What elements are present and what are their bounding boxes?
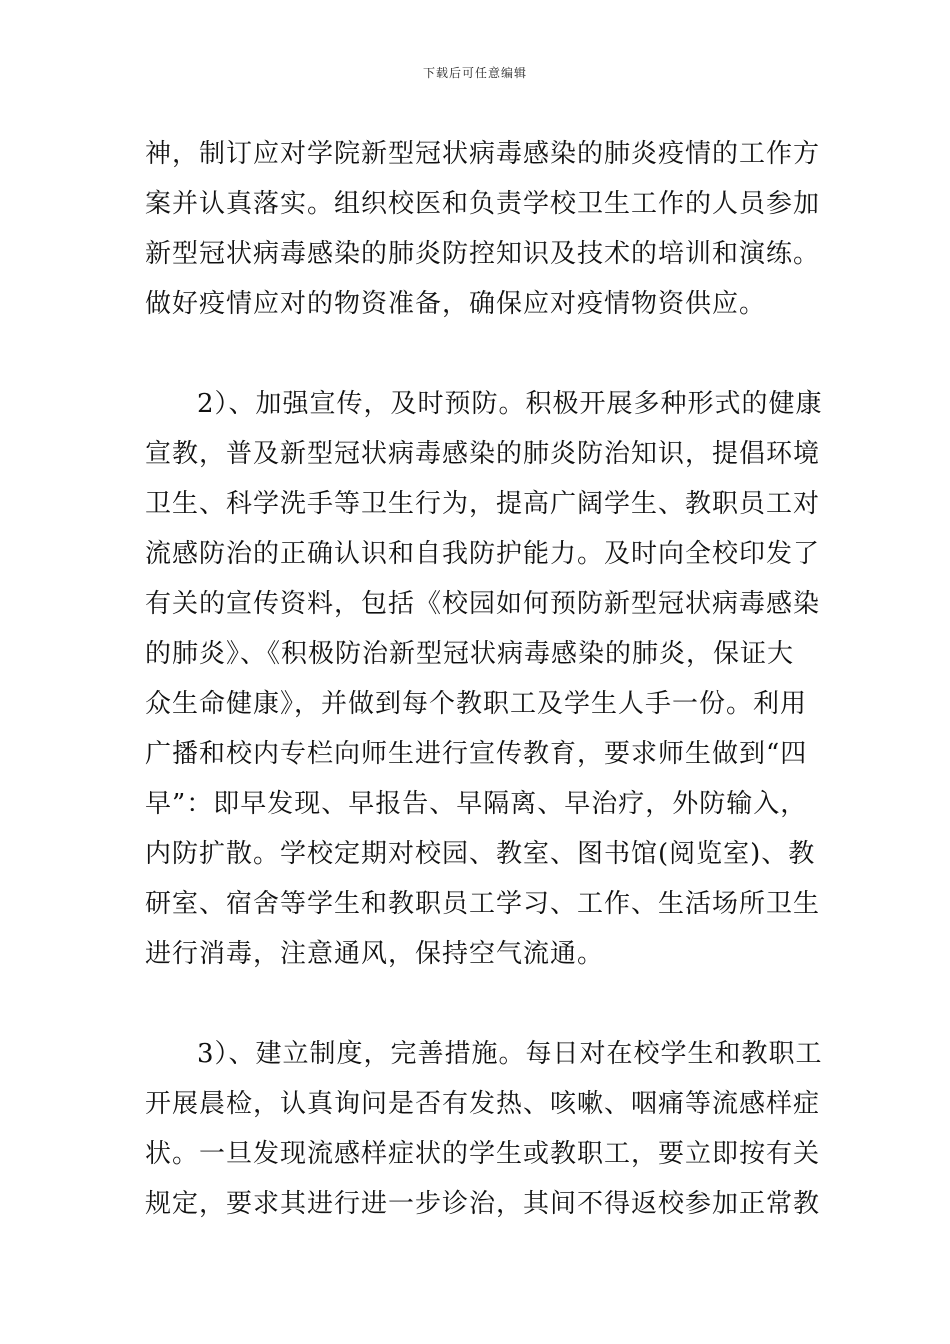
text-line: 2）、加强宣传，及时预防。积极开展多种形式的健康 (197, 389, 823, 419)
page-header: 下载后可任意编辑 (422, 66, 527, 80)
text-line: 神，制订应对学院新型冠状病毒感染的肺炎疫情的工作方 (145, 139, 821, 169)
text-line: 规定，要求其进行进一步诊治，其间不得返校参加正常教 (145, 1189, 821, 1219)
paragraph-2 (145, 379, 823, 979)
text-line: 进行消毒，注意通风，保持空气流通。 (145, 939, 605, 969)
text-line: 3）、建立制度，完善措施。每日对在校学生和教职工 (197, 1039, 823, 1069)
text-line: 状。一旦发现流感样症状的学生或教职工，要立即按有关 (145, 1139, 821, 1169)
text-line: 的肺炎》、《积极防治新型冠状病毒感染的肺炎，保证大 (145, 639, 795, 669)
text-line: 流感防治的正确认识和自我防护能力。及时向全校印发了 (145, 539, 821, 569)
paragraph-gap (145, 979, 810, 1029)
text-line: 开展晨检，认真询问是否有发热、咳嗽、咽痛等流感样症 (145, 1089, 821, 1119)
text-line: 众生命健康》，并做到每个教职工及学生人手一份。利用 (145, 689, 808, 719)
paragraph-gap (145, 329, 810, 379)
text-line: 宣教，普及新型冠状病毒感染的肺炎防治知识，提倡环境 (145, 439, 821, 469)
text-line: 做好疫情应对的物资准备，确保应对疫情物资供应。 (145, 289, 767, 319)
text-line: 卫生、科学洗手等卫生行为，提高广阔学生、教职员工对 (145, 489, 821, 519)
text-line: 有关的宣传资料，包括《校园如何预防新型冠状病毒感染 (145, 589, 821, 619)
paragraph-3 (145, 1029, 823, 1229)
text-line: 新型冠状病毒感染的肺炎防控知识及技术的培训和演练。 (145, 239, 821, 269)
text-line: 研室、宿舍等学生和教职员工学习、工作、生活场所卫生 (145, 889, 821, 919)
text-line: 内防扩散。学校定期对校园、教室、图书馆(阅览室)、教 (145, 839, 816, 869)
text-line: 案并认真落实。组织校医和负责学校卫生工作的人员参加 (145, 189, 821, 219)
document-body (145, 129, 823, 1229)
text-line: 广播和校内专栏向师生进行宣传教育，要求师生做到“四 (145, 739, 808, 769)
paragraph-1 (145, 129, 821, 329)
text-line: 早”：即早发现、早报告、早隔离、早治疗，外防输入， (145, 789, 808, 819)
